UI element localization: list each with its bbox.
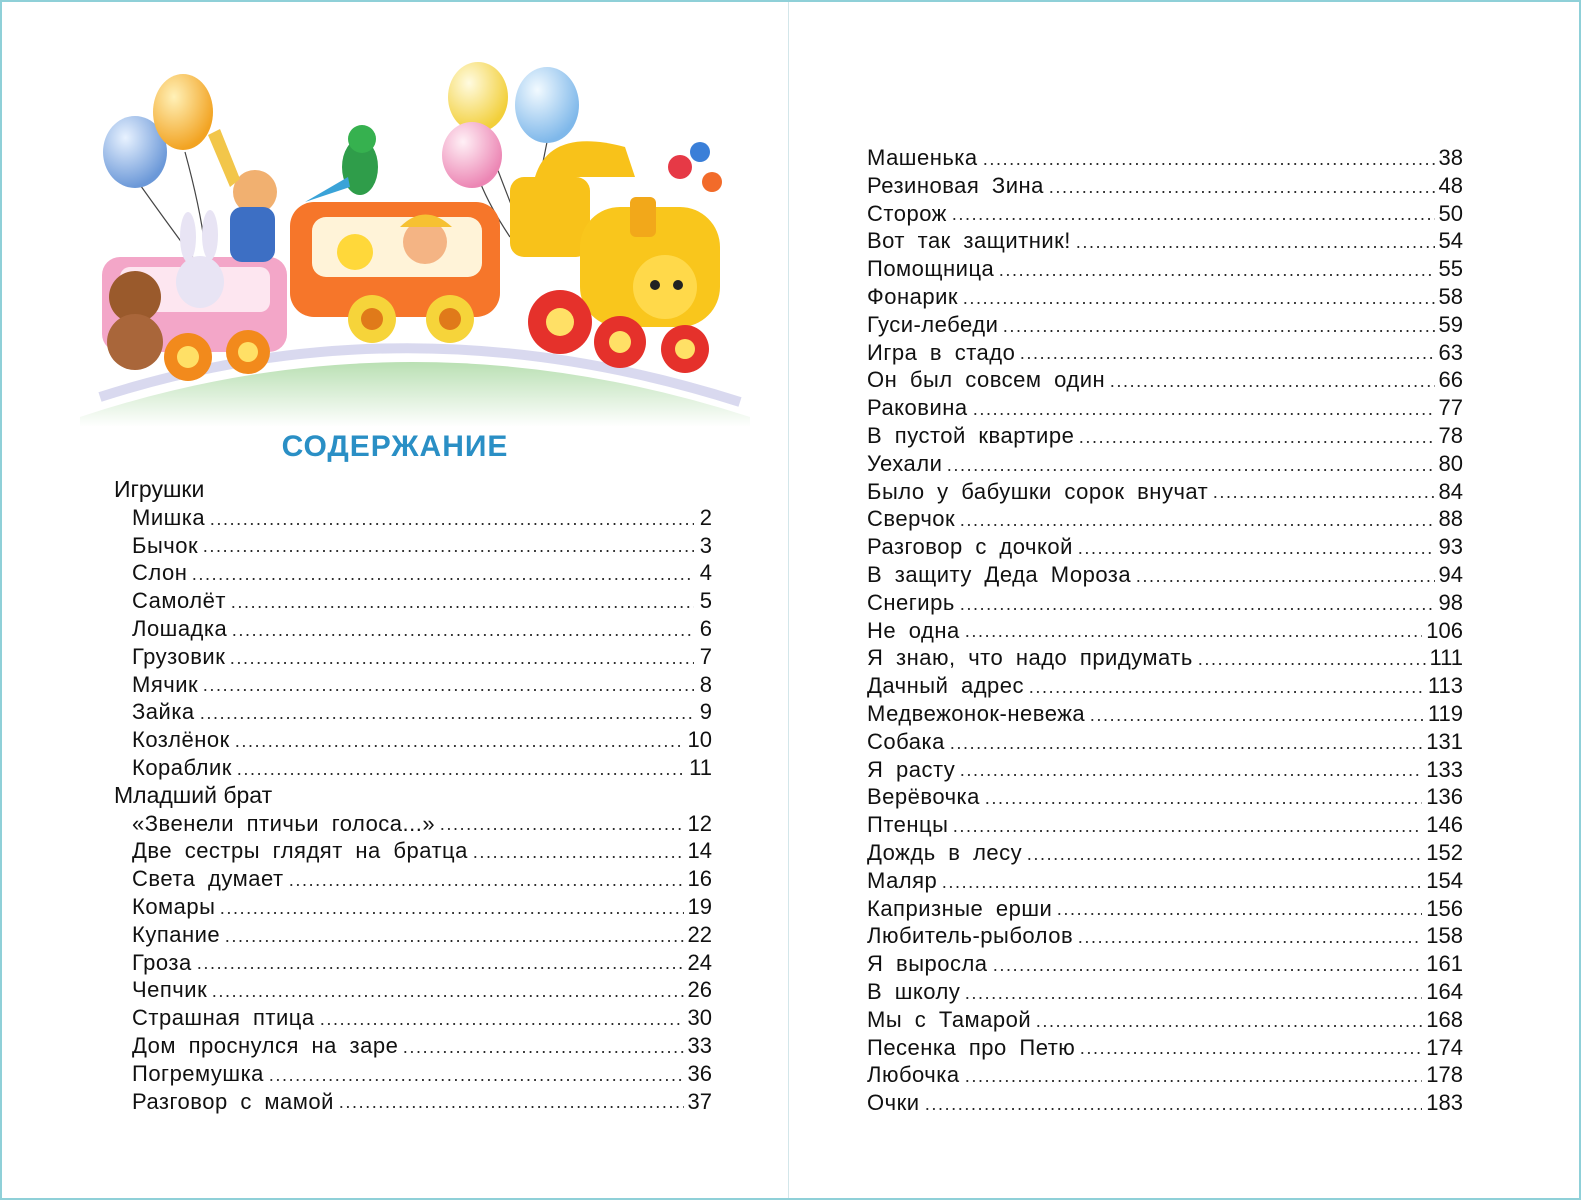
entry-page: 154 — [1426, 867, 1463, 893]
entry-page: 33 — [687, 1032, 712, 1058]
dot-leader — [982, 163, 1435, 165]
entry-page: 119 — [1427, 700, 1463, 726]
toc-right-column — [867, 144, 1463, 1117]
entry-page: 63 — [1438, 339, 1463, 365]
entry-page: 146 — [1426, 812, 1463, 838]
dot-leader — [211, 995, 683, 997]
entry-page: 16 — [687, 866, 712, 892]
entry-title: Песенка про Петю — [867, 1034, 1076, 1060]
right-page — [789, 2, 1579, 1198]
entry-page: 58 — [1438, 283, 1463, 309]
toc-entry[interactable] — [867, 561, 1463, 589]
toc-entry[interactable] — [114, 504, 712, 532]
dot-leader — [1019, 357, 1434, 359]
entry-title: Помощница — [867, 256, 995, 282]
section-title: Младший брат — [114, 781, 273, 808]
dot-leader — [992, 969, 1423, 971]
toc-entry[interactable] — [867, 978, 1463, 1006]
dot-leader — [231, 634, 694, 636]
entry-title: Я знаю, что надо придумать — [867, 645, 1193, 671]
dot-leader — [949, 747, 1422, 749]
dot-leader — [202, 689, 694, 691]
entry-page: 10 — [687, 727, 712, 753]
left-page — [2, 2, 789, 1198]
entry-page: 84 — [1438, 478, 1463, 504]
dot-leader — [962, 302, 1435, 304]
toc-entry[interactable] — [114, 1004, 712, 1032]
entry-page: 80 — [1438, 450, 1463, 476]
toc-entry[interactable] — [114, 893, 712, 921]
toc-entry[interactable] — [114, 1032, 712, 1060]
entry-title: Света думает — [132, 866, 284, 892]
toc-entry[interactable] — [867, 644, 1463, 672]
entry-title: Гуси-лебеди — [867, 311, 999, 337]
entry-title: Он был совсем один — [867, 367, 1106, 393]
toc-entry[interactable] — [114, 754, 712, 782]
entry-title: Мячик — [132, 671, 199, 697]
entry-title: Я расту — [867, 756, 956, 782]
toc-entry[interactable] — [114, 643, 712, 671]
dot-leader — [338, 1106, 684, 1108]
toc-entry[interactable] — [114, 671, 712, 699]
dot-leader — [319, 1023, 684, 1025]
dot-leader — [219, 912, 683, 914]
entry-page: 7 — [699, 643, 712, 669]
toc-entry[interactable] — [867, 839, 1463, 867]
dot-leader — [234, 745, 684, 747]
toc-entry[interactable] — [867, 172, 1463, 200]
entry-page: 152 — [1426, 839, 1463, 865]
dot-leader — [964, 997, 1422, 999]
entry-title: Дождь в лесу — [867, 839, 1023, 865]
entry-page: 161 — [1426, 951, 1463, 977]
toc-entry[interactable] — [114, 810, 712, 838]
entry-page: 136 — [1426, 784, 1463, 810]
entry-title: Медвежонок-невежа — [867, 700, 1086, 726]
dot-leader — [952, 830, 1422, 832]
dot-leader — [1035, 1025, 1422, 1027]
entry-title: Мы с Тамарой — [867, 1006, 1032, 1032]
toc-entry[interactable] — [114, 726, 712, 754]
entry-page: 19 — [687, 893, 712, 919]
dot-leader — [202, 550, 694, 552]
dot-leader — [1197, 663, 1426, 665]
entry-page: 111 — [1429, 645, 1463, 671]
toc-entry[interactable] — [867, 922, 1463, 950]
dot-leader — [959, 524, 1434, 526]
toc-entry[interactable] — [867, 1006, 1463, 1034]
entry-page: 178 — [1426, 1062, 1463, 1088]
toc-entry[interactable] — [114, 559, 712, 587]
dot-leader — [1135, 580, 1434, 582]
dot-leader — [1077, 941, 1422, 943]
toc-entry[interactable] — [114, 1088, 712, 1116]
entry-page: 133 — [1426, 756, 1463, 782]
toc-entry[interactable] — [867, 1034, 1463, 1062]
toc-entry[interactable] — [867, 366, 1463, 394]
dot-leader — [236, 773, 685, 775]
entry-page: 168 — [1426, 1006, 1463, 1032]
toc-entry[interactable] — [867, 505, 1463, 533]
entry-title: Вот так защитник! — [867, 228, 1071, 254]
dot-leader — [964, 635, 1423, 637]
dot-leader — [1002, 330, 1434, 332]
toc-entry[interactable] — [867, 867, 1463, 895]
entry-page: 8 — [699, 671, 712, 697]
entry-page: 4 — [699, 560, 712, 586]
toc-entry[interactable] — [867, 1061, 1463, 1089]
dot-leader — [1212, 496, 1434, 498]
dot-leader — [1077, 552, 1435, 554]
entry-title: Комары — [132, 893, 216, 919]
dot-leader — [209, 523, 694, 525]
dot-leader — [1089, 719, 1424, 721]
entry-page: 77 — [1438, 395, 1463, 421]
dot-leader — [951, 218, 1435, 220]
dot-leader — [972, 413, 1435, 415]
entry-title: Сторож — [867, 200, 947, 226]
dot-leader — [191, 578, 694, 580]
entry-page: 106 — [1426, 617, 1463, 643]
dot-leader — [964, 1080, 1423, 1082]
entry-title: Фонарик — [867, 283, 958, 309]
toc-entry[interactable] — [114, 698, 712, 726]
entry-title: Бычок — [132, 532, 199, 558]
entry-page: 164 — [1426, 978, 1463, 1004]
entry-page: 88 — [1438, 506, 1463, 532]
toc-entry[interactable] — [867, 811, 1463, 839]
toc-entry[interactable] — [867, 589, 1463, 617]
entry-page: 50 — [1438, 200, 1463, 226]
entry-page: 59 — [1438, 311, 1463, 337]
entry-page: 26 — [687, 977, 712, 1003]
entry-page: 9 — [699, 699, 712, 725]
toc-entry[interactable] — [114, 1060, 712, 1088]
entry-title: Было у бабушки сорок внучат — [867, 478, 1209, 504]
dot-leader — [402, 1051, 683, 1053]
entry-page: 36 — [687, 1060, 712, 1086]
toc-entry[interactable] — [867, 617, 1463, 645]
entry-page: 131 — [1426, 728, 1463, 754]
entry-title: В школу — [867, 978, 961, 1004]
entry-title: Любочка — [867, 1062, 960, 1088]
toc-entry[interactable] — [114, 921, 712, 949]
entry-title: Любитель-рыболов — [867, 923, 1074, 949]
toc-entry[interactable] — [867, 339, 1463, 367]
toc-entry[interactable] — [867, 283, 1463, 311]
dot-leader — [984, 802, 1422, 804]
dot-leader — [1028, 691, 1424, 693]
toc-entry[interactable] — [114, 976, 712, 1004]
dot-leader — [1075, 246, 1435, 248]
entry-page: 2 — [699, 504, 712, 530]
toc-entry[interactable] — [114, 532, 712, 560]
entry-page: 156 — [1426, 895, 1463, 921]
entry-title: Разговор с мамой — [132, 1088, 334, 1114]
entry-title: Две сестры глядят на братца — [132, 838, 468, 864]
dot-leader — [229, 662, 694, 664]
toc-entry[interactable] — [867, 700, 1463, 728]
entry-title: Кораблик — [132, 754, 232, 780]
entry-title: Грузовик — [132, 643, 226, 669]
dot-leader — [1078, 441, 1434, 443]
page-title: СОДЕРЖАНИЕ — [281, 430, 509, 463]
entry-title: Самолёт — [132, 588, 226, 614]
dot-leader — [924, 1108, 1423, 1110]
dot-leader — [1056, 913, 1422, 915]
entry-title: Очки — [867, 1090, 920, 1116]
entry-title: Раковина — [867, 395, 968, 421]
entry-page: 183 — [1426, 1090, 1463, 1116]
entry-title: Снегирь — [867, 589, 955, 615]
entry-title: «Звенели птичьи голоса...» — [132, 810, 436, 836]
entry-page: 24 — [687, 949, 712, 975]
entry-page: 12 — [687, 810, 712, 836]
dot-leader — [199, 717, 694, 719]
toc-entry[interactable] — [867, 227, 1463, 255]
toy-train-illustration — [80, 57, 750, 427]
entry-title: Купание — [132, 921, 221, 947]
section-title: Игрушки — [114, 476, 205, 502]
entry-title: Резиновая Зина — [867, 172, 1044, 198]
entry-title: Лошадка — [132, 615, 228, 641]
entry-title: Капризные ерши — [867, 895, 1053, 921]
toc-entry[interactable] — [867, 311, 1463, 339]
dot-leader — [1109, 385, 1434, 387]
entry-title: Маляр — [867, 867, 938, 893]
entry-title: Игра в стадо — [867, 339, 1016, 365]
toc-left-column — [114, 476, 712, 1115]
entry-page: 38 — [1438, 145, 1463, 170]
entry-page: 5 — [699, 588, 712, 614]
entry-page: 14 — [687, 838, 712, 864]
entry-page: 6 — [699, 615, 712, 641]
entry-page: 93 — [1438, 534, 1463, 560]
dot-leader — [268, 1079, 684, 1081]
entry-title: Дачный адрес — [867, 673, 1025, 699]
toc-entry[interactable] — [867, 422, 1463, 450]
toc-entry[interactable] — [867, 950, 1463, 978]
entry-title: В защиту Деда Мороза — [867, 561, 1132, 587]
dot-leader — [941, 886, 1422, 888]
toc-entry[interactable] — [867, 144, 1463, 172]
entry-page: 158 — [1426, 923, 1463, 949]
toc-entry[interactable] — [867, 895, 1463, 923]
entry-page: 55 — [1438, 256, 1463, 282]
entry-title: Не одна — [867, 617, 960, 643]
entry-page: 113 — [1427, 673, 1463, 699]
entry-title: Страшная птица — [132, 1005, 315, 1031]
toc-entry[interactable] — [867, 450, 1463, 478]
dot-leader — [946, 469, 1434, 471]
entry-title: Верёвочка — [867, 784, 980, 810]
entry-title: Погремушка — [132, 1060, 264, 1086]
entry-title: Птенцы — [867, 812, 949, 838]
toc-entry[interactable] — [867, 756, 1463, 784]
dot-leader — [959, 774, 1422, 776]
entry-title: Гроза — [132, 949, 192, 975]
toc-entry[interactable] — [867, 672, 1463, 700]
entry-title: Дом проснулся на заре — [132, 1032, 399, 1058]
entry-page: 78 — [1438, 422, 1463, 448]
toc-entry[interactable] — [867, 394, 1463, 422]
entry-title: Мишка — [132, 504, 206, 530]
entry-title: Козлёнок — [132, 727, 230, 753]
entry-page: 174 — [1426, 1034, 1463, 1060]
toc-entry[interactable] — [114, 837, 712, 865]
entry-title: Машенька — [867, 145, 978, 170]
dot-leader — [1079, 1052, 1422, 1054]
entry-page: 54 — [1438, 228, 1463, 254]
toc-entry[interactable] — [867, 533, 1463, 561]
entry-page: 22 — [687, 921, 712, 947]
entry-title: Зайка — [132, 699, 195, 725]
dot-leader — [1026, 858, 1422, 860]
entry-page: 98 — [1438, 589, 1463, 615]
entry-title: Чепчик — [132, 977, 208, 1003]
entry-title: Уехали — [867, 450, 943, 476]
entry-title: В пустой квартире — [867, 422, 1075, 448]
dot-leader — [196, 967, 684, 969]
entry-page: 3 — [699, 532, 712, 558]
toc-entry[interactable] — [867, 728, 1463, 756]
dot-leader — [472, 856, 684, 858]
toc-entry[interactable] — [867, 255, 1463, 283]
entry-page: 37 — [687, 1088, 712, 1114]
toc-entry[interactable] — [114, 615, 712, 643]
entry-title: Я выросла — [867, 951, 988, 977]
dot-leader — [439, 828, 683, 830]
dot-leader — [288, 884, 684, 886]
toc-entry[interactable] — [867, 1089, 1463, 1117]
entry-page: 94 — [1438, 561, 1463, 587]
toc-entry[interactable] — [867, 783, 1463, 811]
entry-page: 48 — [1438, 172, 1463, 198]
dot-leader — [959, 608, 1435, 610]
toc-entry[interactable] — [114, 949, 712, 977]
dot-leader — [998, 274, 1434, 276]
toc-entry[interactable] — [867, 200, 1463, 228]
entry-title: Сверчок — [867, 506, 956, 532]
toc-entry[interactable] — [114, 587, 712, 615]
entry-page: 11 — [689, 754, 712, 780]
entry-title: Разговор с дочкой — [867, 534, 1073, 560]
toc-entry[interactable] — [867, 478, 1463, 506]
dot-leader — [224, 940, 683, 942]
entry-page: 66 — [1438, 367, 1463, 393]
entry-title: Слон — [132, 560, 188, 586]
entry-page: 30 — [687, 1005, 712, 1031]
dot-leader — [230, 606, 694, 608]
entry-title: Собака — [867, 728, 945, 754]
toc-entry[interactable] — [114, 865, 712, 893]
dot-leader — [1048, 191, 1435, 193]
